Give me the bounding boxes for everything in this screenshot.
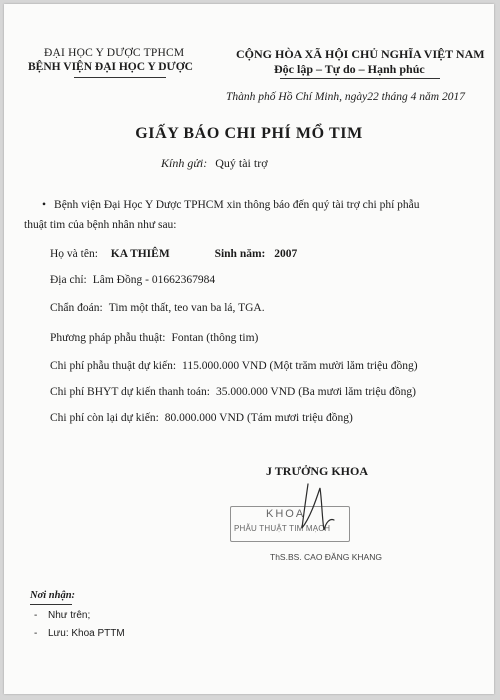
greeting-label: Kính gửi: xyxy=(161,156,208,170)
diagnosis-label: Chẩn đoán: xyxy=(50,302,103,314)
greeting xyxy=(161,156,268,171)
motto: Độc lập – Tự do – Hạnh phúc xyxy=(274,62,425,76)
recipient-item xyxy=(34,610,90,621)
org-underline xyxy=(74,77,166,78)
org-name: BỆNH VIỆN ĐẠI HỌC Y DƯỢC xyxy=(28,61,193,73)
recipient-dash: - xyxy=(34,610,38,621)
signee-name: ThS.BS. CAO ĐĂNG KHANG xyxy=(270,552,382,562)
org-parent: ĐẠI HỌC Y DƯỢC TPHCM xyxy=(44,47,185,59)
insurance-cost-value: 35.000.000 VND (Ba mươi lăm triệu đồng) xyxy=(215,386,416,398)
diagnosis-value: Tim một thất, teo van ba lá, TGA. xyxy=(108,302,265,314)
recipient-item xyxy=(34,628,125,639)
greeting-value: Quý tài trợ xyxy=(215,156,268,170)
bullet-icon: • xyxy=(42,199,47,211)
motto-underline xyxy=(280,78,440,79)
birth-label: Sinh năm: xyxy=(214,248,266,260)
patient-name-row xyxy=(50,248,297,260)
birth-year: 2007 xyxy=(274,248,298,260)
insurance-cost-row xyxy=(50,386,416,398)
handwritten-signature xyxy=(286,478,346,548)
place-date: Thành phố Hồ Chí Minh, ngày22 tháng 4 năm 2017 xyxy=(226,91,465,103)
intro-text-1: Bệnh viện Đại Học Y Dược TPHCM xin thông báo đến quý tài trợ chi phí phẫu xyxy=(54,199,420,211)
stamp-line-1: KHOA xyxy=(266,508,306,520)
recipient-dash: - xyxy=(34,628,38,639)
surgery-cost-row xyxy=(50,360,418,372)
method-value: Fontan (thông tim) xyxy=(171,332,259,344)
nation-heading: CỘNG HÒA XÃ HỘI CHỦ NGHĨA VIỆT NAM xyxy=(236,47,485,61)
method-row xyxy=(50,332,258,344)
signer-title: J TRƯỞNG KHOA xyxy=(266,464,369,478)
intro-line-2: thuật tim của bệnh nhân như sau: xyxy=(24,219,177,231)
address-label: Địa chỉ: xyxy=(50,274,87,286)
intro-line-1 xyxy=(42,199,420,211)
recipients-underline xyxy=(30,604,72,605)
surgery-cost-value: 115.000.000 VND (Một trăm mười lăm triệu đồng) xyxy=(182,360,418,372)
surgery-cost-label: Chi phí phẫu thuật dự kiến: xyxy=(50,360,177,372)
stamp-line-2: PHẪU THUẬT TIM MẠCH xyxy=(234,524,331,533)
remaining-cost-value: 80.000.000 VND (Tám mươi triệu đồng) xyxy=(164,412,353,424)
address-value: Lâm Đồng - 01662367984 xyxy=(92,274,216,286)
recipient-text: Lưu: Khoa PTTM xyxy=(48,628,125,639)
address-row xyxy=(50,274,215,286)
name-label: Họ và tên: xyxy=(50,248,98,260)
remaining-cost-label: Chi phí còn lại dự kiến: xyxy=(50,412,159,424)
recipient-text: Như trên; xyxy=(48,610,91,621)
recipients-label: Nơi nhận: xyxy=(30,590,76,601)
document-page xyxy=(4,4,494,694)
insurance-cost-label: Chi phí BHYT dự kiến thanh toán: xyxy=(50,386,210,398)
patient-name: KA THIÊM xyxy=(110,248,170,260)
document-title: GIẤY BÁO CHI PHÍ MỔ TIM xyxy=(135,125,363,142)
diagnosis-row xyxy=(50,302,265,314)
remaining-cost-row xyxy=(50,412,353,424)
method-label: Phương pháp phẫu thuật: xyxy=(50,332,166,344)
